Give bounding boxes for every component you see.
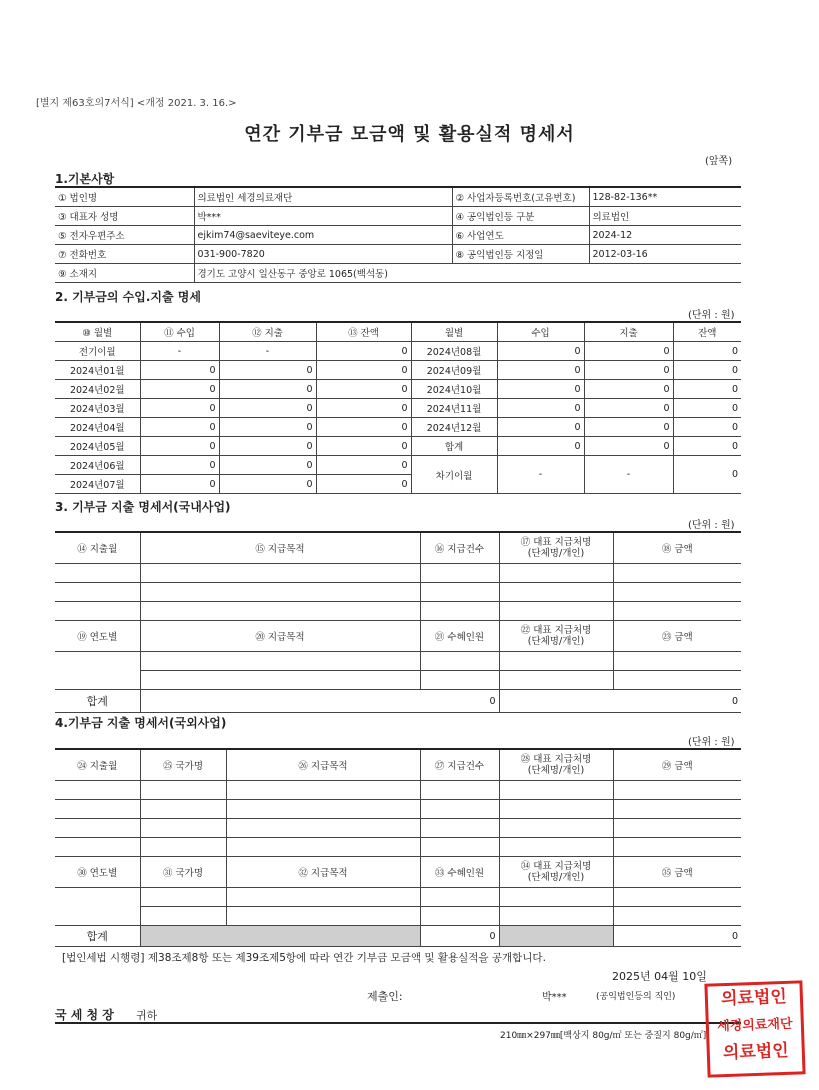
table-row [55,207,741,226]
unit-label: (단위 : 원) [688,520,735,531]
table-row [55,888,741,907]
balance-cell: 0 [316,456,411,475]
income-cell: 0 [497,361,584,380]
table-row [55,838,741,857]
table-header-row [55,532,741,564]
income-cell: 0 [497,380,584,399]
expense-cell: - [219,342,316,361]
col-header: ㉑ 수혜인원 [420,621,499,652]
col-header: ⑱ 금액 [613,532,741,564]
expense-cell: 0 [219,475,316,494]
expense-cell: 0 [219,418,316,437]
expense-cell: 0 [219,437,316,456]
col-header: ㉜ 지급목적 [226,857,420,888]
balance-cell: 0 [316,475,411,494]
table-row [55,264,741,283]
month-cell: 2024년10월 [411,380,497,399]
table-row [55,652,741,671]
col-header: ⑰ 대표 지급처명 (단체명/개인) [499,532,613,564]
table-row [55,800,741,819]
table-row [55,342,741,361]
total-amount: 0 [613,926,741,947]
month-cell: 2024년09월 [411,361,497,380]
shaded-cell [140,926,420,947]
field-label: ⑨ 소재지 [55,264,194,283]
month-cell: 2024년08월 [411,342,497,361]
legal-basis-text: [법인세법 시행령] 제38조제8항 또는 제39조제5항에 따라 연간 기부금 모금액 및 활용실적을 공개합니다. [62,952,546,964]
col-header: ⑯ 지급건수 [420,532,499,564]
month-cell: 2024년11월 [411,399,497,418]
shaded-cell [499,926,613,947]
expense-cell: 0 [584,361,673,380]
balance-cell: 0 [316,380,411,399]
col-header: ㉕ 국가명 [140,749,226,781]
table-row [55,564,741,583]
expense-cell: 0 [584,342,673,361]
table-row [55,781,741,800]
income-cell: 0 [497,418,584,437]
month-cell: 2024년06월 [55,456,140,475]
month-cell: 전기이월 [55,342,140,361]
balance-cell: 0 [673,399,741,418]
table-row [55,361,741,380]
balance-cell: 0 [673,342,741,361]
unit-label: (단위 : 원) [688,737,735,748]
expense-cell: 0 [219,456,316,475]
field-value: ejkim74@saeviteye.com [194,226,452,245]
table-header-row [55,857,741,888]
expense-cell: 0 [584,380,673,399]
month-cell: 2024년02월 [55,380,140,399]
total-count: 0 [420,926,499,947]
balance-cell: 0 [673,361,741,380]
table-row [55,602,741,621]
field-label: ③ 대표자 성명 [55,207,194,226]
field-value: 박*** [194,207,452,226]
table-header-row [55,749,741,781]
col-header: 지출 [584,322,673,342]
income-cell: 0 [140,418,219,437]
income-cell: 0 [497,399,584,418]
carry-income-cell: - [497,456,584,494]
address-value: 경기도 고양시 일산동구 중앙로 1065(백석동) [194,264,741,283]
col-header: ㉔ 지출월 [55,749,140,781]
col-header: ㉓ 금액 [613,621,741,652]
field-value: 의료법인 세경의료재단 [194,187,452,207]
corporate-seal-stamp: 의료법인 세경의료재단 의료법인 [704,980,805,1077]
front-page-label: (앞쪽) [705,156,733,167]
expense-cell: 0 [584,418,673,437]
table-row [55,187,741,207]
recipient: 국 세 청 장 [55,1008,114,1022]
col-header: ⑫ 지출 [219,322,316,342]
total-row [55,690,741,713]
field-value: 128-82-136** [589,187,741,207]
table-row [55,819,741,838]
col-header: ㉗ 지급건수 [420,749,499,781]
field-value: 2012-03-16 [589,245,741,264]
domestic-expense-table [55,531,741,713]
month-cell: 2024년04월 [55,418,140,437]
table-header-row [55,322,741,342]
income-cell: 0 [140,437,219,456]
table-header-row [55,621,741,652]
income-cell: 0 [140,475,219,494]
col-header: 월별 [411,322,497,342]
col-header: ㉙ 금액 [613,749,741,781]
field-label: ② 사업자등록번호(고유번호) [452,187,589,207]
paper-spec: 210㎜×297㎜[백상지 80g/㎡ 또는 중질지 80g/㎡] [500,1031,707,1041]
field-value: 2024-12 [589,226,741,245]
honorific: 귀하 [136,1009,158,1022]
total-row [55,926,741,947]
submitter-name: 박*** [542,992,567,1003]
col-header: ⑪ 수입 [140,322,219,342]
expense-cell: 0 [219,399,316,418]
balance-cell: 0 [316,342,411,361]
income-cell: 0 [497,437,584,456]
month-cell: 2024년07월 [55,475,140,494]
table-row [55,437,741,456]
month-cell: 2024년12월 [411,418,497,437]
balance-cell: 0 [673,437,741,456]
footer-divider [55,1022,741,1024]
income-cell: 0 [140,399,219,418]
col-header: ⑭ 지출월 [55,532,140,564]
balance-cell: 0 [316,437,411,456]
table-row [55,418,741,437]
submitter-label: 제출인: [367,990,403,1003]
section-basic-title: 1.기본사항 [55,172,115,186]
carry-balance-cell: 0 [673,456,741,494]
field-value: 의료법인 [589,207,741,226]
expense-cell: 0 [584,399,673,418]
unit-label: (단위 : 원) [688,310,735,321]
table-row [55,907,741,926]
col-header: ㉝ 수혜인원 [420,857,499,888]
total-count: 0 [140,690,499,713]
carry-forward-label: 차기이월 [411,456,497,494]
total-label: 합계 [55,690,140,713]
col-header: ⑳ 지급목적 [140,621,420,652]
field-label: ⑧ 공익법인등 지정일 [452,245,589,264]
section-income-title: 2. 기부금의 수입.지출 명세 [55,290,201,304]
field-value: 031-900-7820 [194,245,452,264]
col-header: ⑮ 지급목적 [140,532,420,564]
section-domestic-title: 3. 기부금 지출 명세서(국내사업) [55,500,231,514]
field-label: ⑦ 전화번호 [55,245,194,264]
expense-cell: 0 [219,380,316,399]
col-header: ㉟ 금액 [613,857,741,888]
col-header: ㉒ 대표 지급처명 (단체명/개인) [499,621,613,652]
page-title: 연간 기부금 모금액 및 활용실적 명세서 [244,124,575,145]
col-header: ⑲ 연도별 [55,621,140,652]
balance-cell: 0 [316,361,411,380]
col-header: 수입 [497,322,584,342]
total-amount: 0 [499,690,741,713]
balance-cell: 0 [316,399,411,418]
income-cell: 0 [497,342,584,361]
income-cell: 0 [140,361,219,380]
table-row [55,671,741,690]
field-label: ⑤ 전자우편주소 [55,226,194,245]
balance-cell: 0 [316,418,411,437]
col-header: ㉞ 대표 지급처명 (단체명/개인) [499,857,613,888]
income-cell: - [140,342,219,361]
col-header: ㉛ 국가명 [140,857,226,888]
income-expense-table [55,321,741,494]
carry-expense-cell: - [584,456,673,494]
total-label: 합계 [55,926,140,947]
total-label-cell: 합계 [411,437,497,456]
basic-info-table [55,186,741,283]
balance-cell: 0 [673,380,741,399]
submitter-note: (공익법인등의 직인) [596,992,676,1002]
expense-cell: 0 [219,361,316,380]
col-header: ⑩ 월별 [55,322,140,342]
table-row [55,583,741,602]
table-row [55,399,741,418]
field-label: ④ 공익법인등 구분 [452,207,589,226]
month-cell: 2024년01월 [55,361,140,380]
col-header: 잔액 [673,322,741,342]
field-label: ① 법인명 [55,187,194,207]
table-row [55,456,741,475]
form-reference: [별지 제63호의7서식] <개정 2021. 3. 16.> [36,98,237,109]
table-row [55,380,741,399]
section-overseas-title: 4.기부금 지출 명세서(국외사업) [55,716,227,730]
submission-date: 2025년 04월 10일 [612,970,707,983]
table-row [55,245,741,264]
expense-cell: 0 [584,437,673,456]
overseas-expense-table [55,748,741,947]
month-cell: 2024년05월 [55,437,140,456]
col-header: ㉖ 지급목적 [226,749,420,781]
col-header: ⑬ 잔액 [316,322,411,342]
income-cell: 0 [140,380,219,399]
income-cell: 0 [140,456,219,475]
balance-cell: 0 [673,418,741,437]
col-header: ㉘ 대표 지급처명 (단체명/개인) [499,749,613,781]
month-cell: 2024년03월 [55,399,140,418]
table-row [55,226,741,245]
col-header: ㉚ 연도별 [55,857,140,888]
field-label: ⑥ 사업연도 [452,226,589,245]
